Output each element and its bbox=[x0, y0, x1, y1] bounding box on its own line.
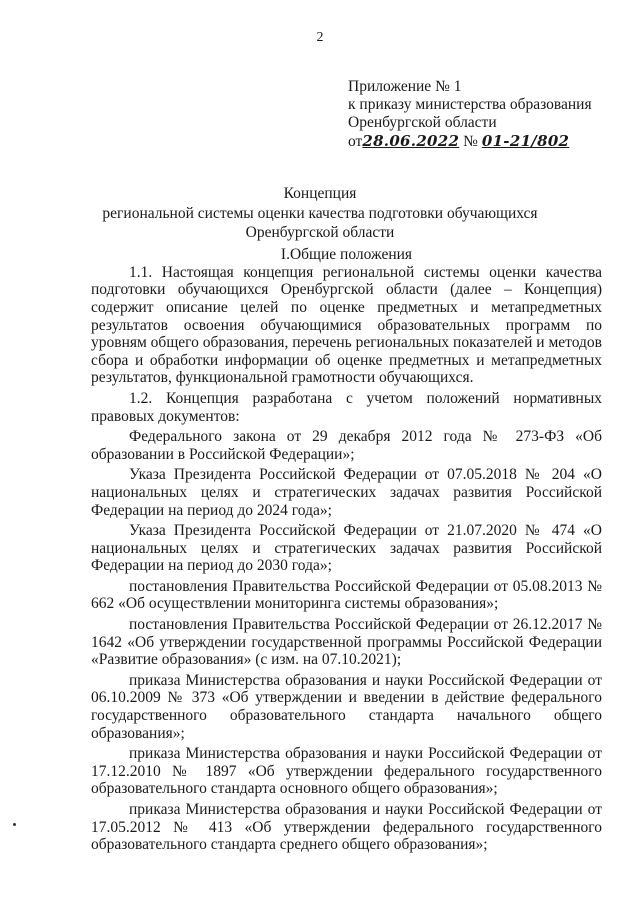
paragraph: Указа Президента Российской Федерации от 21.07.2020 № 474 «О национальных целях и стратегических задачах развития Российской Федерации на период до 2030 года»; bbox=[91, 522, 602, 575]
appendix-title: Приложение № 1 bbox=[348, 78, 462, 95]
paragraph: Указа Президента Российской Федерации от 07.05.2018 № 204 «О национальных целях и стратегических задачах развития Российской Федерации на период до 2024 года»; bbox=[91, 466, 602, 519]
handwritten-order-number: 01-21/802 bbox=[481, 132, 570, 150]
paragraph: постановления Правительства Российской Федерации от 05.08.2013 № 662 «Об осуществлении мониторинга системы образования»; bbox=[91, 577, 602, 613]
paragraph: постановления Правительства Российской Федерации от 26.12.2017 № 1642 «Об утверждении государственной программы Российской Федерации «Развитие образования» (с изм. на 07.10.2021); bbox=[91, 616, 602, 669]
handwritten-date: 28.06.2022 bbox=[362, 132, 460, 150]
appendix-date-line bbox=[348, 132, 592, 151]
page-number: 2 bbox=[316, 30, 324, 45]
paragraph: приказа Министерства образования и науки Российской Федерации от 17.12.2010 № 1897 «Об утверждении федерального государственного образовательного стандарта основного общего образования»; bbox=[91, 745, 602, 798]
date-prefix: от bbox=[348, 133, 363, 150]
document-title bbox=[0, 184, 640, 243]
number-prefix: № bbox=[463, 133, 478, 150]
appendix-header bbox=[348, 78, 592, 151]
paragraph: 1.1. Настоящая концепция региональной системы оценки качества подготовки обучающихся Оренбургской области (далее – Концепция) содержит описание целей по оценке предметных и метапредметных результатов освоения обучающимися образовательных программ по уровням общего образования, перечень региональных показателей и методов сбора и обработки информации об оценке предметных и метапредметных результатов, функциональной грамотности обучающихся. bbox=[91, 263, 602, 387]
appendix-order-reference: к приказу министерства образования bbox=[348, 96, 592, 113]
paragraph: Федерального закона от 29 декабря 2012 года № 273-ФЗ «Об образовании в Российской Федерации»; bbox=[91, 428, 602, 463]
title-line-2: региональной системы оценки качества подготовки обучающихся bbox=[102, 204, 538, 222]
paragraph: 1.2. Концепция разработана с учетом положений нормативных правовых документов: bbox=[91, 389, 602, 425]
document-body bbox=[91, 246, 602, 857]
appendix-region: Оренбургской области bbox=[348, 114, 497, 131]
scan-speck bbox=[13, 823, 16, 826]
section-heading: I.Общие положения bbox=[280, 246, 413, 263]
paragraph: приказа Министерства образования и науки Российской Федерации от 06.10.2009 № 373 «Об утверждении и введении в действие федерального государственного образовательного стандарта начального общего образования»; bbox=[91, 671, 602, 742]
paragraph: приказа Министерства образования и науки Российской Федерации от 17.05.2012 № 413 «Об утверждении федерального государственного образовательного стандарта среднего общего образования»; bbox=[91, 801, 602, 854]
title-line-3: Оренбургской области bbox=[245, 224, 395, 241]
title-line-1: Концепция bbox=[283, 185, 357, 202]
